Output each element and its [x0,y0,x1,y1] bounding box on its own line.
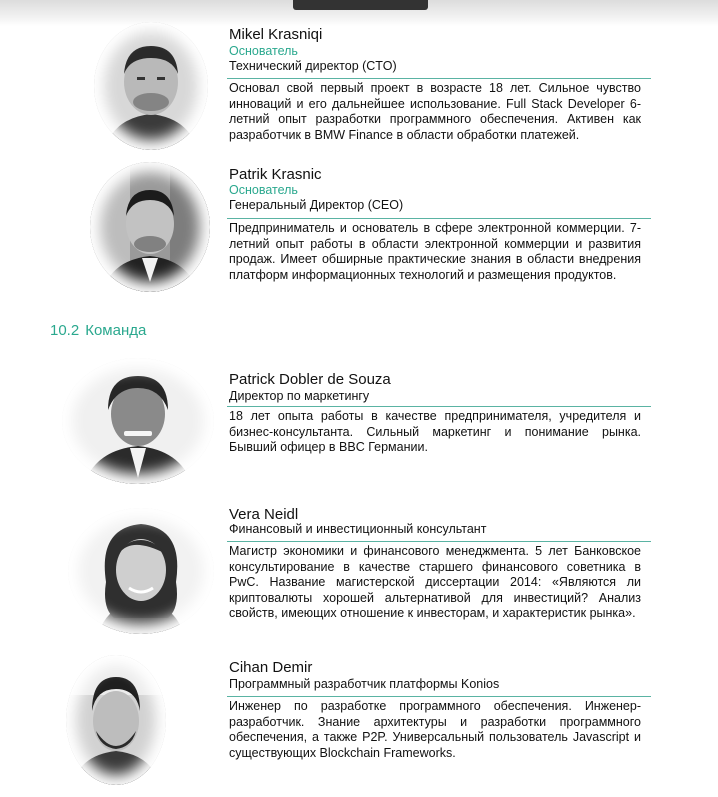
person-title: Финансовый и инвестиционный консультант [229,522,487,536]
person-description: 18 лет опыта работы в качестве предпринимателя, учредителя и бизнес-консультанта. Сильный маркетинг и понимание рынка. Бывший офицер в BBC Германии. [229,409,641,454]
section-heading [50,322,146,339]
person-title: Генеральный Директор (CEO) [229,198,404,212]
person-title: Программный разработчик платформы Konios [229,677,500,691]
person-description: Магистр экономики и финансового менеджмента. 5 лет Банковское консультирование в качестве старшего финансового советника в PwC. Название магистерской диссертации 2014: «Являются ли криптовалюты хорошей альтернативой для инвестиций? Анализ свойств, имеющих отношение к инвесторам, и характеристик рынка». [229,544,641,620]
person-description: Основал свой первый проект в возрасте 18 лет. Сильное чувство инноваций и его дальнейшее использование. Full Stack Developer 6-летний опыт разработки программного обеспечения. Активен как разработчик в BMW Finance в области обработки платежей. [229,81,641,142]
person-title: Директор по маркетингу [229,389,370,403]
avatar-cihan-demir [66,655,166,785]
person-portrait-icon [94,22,208,150]
divider-rule [227,406,651,407]
person-name: Cihan Demir [229,659,313,676]
divider-rule [227,541,651,542]
person-description: Инженер по разработке программного обеспечения. Инженер-разработчик. Знание архитектуры и разработки программного обеспечения, а также P2P. Универсальный пользователь Javascript и существующих Blockchain Frameworks. [229,699,641,760]
viewer-tab[interactable] [293,0,428,10]
section-title: Команда [85,322,147,339]
divider-rule [227,78,651,79]
avatar-mikel-krasniqi [94,22,208,150]
avatar-patrick-dobler-de-souza [62,358,214,484]
avatar-patrik-krasnic [90,162,210,292]
viewer-top-bar [0,0,718,26]
avatar-vera-neidl [68,508,214,634]
person-name: Mikel Krasniqi [229,26,323,43]
section-number: 10.2 [50,322,80,339]
divider-rule [227,696,651,697]
person-title: Технический директор (CTO) [229,59,397,73]
person-portrait-icon [68,508,214,634]
divider-rule [227,218,651,219]
person-name: Patrick Dobler de Souza [229,371,391,388]
person-name: Patrik Krasnic [229,166,322,183]
person-portrait-icon [66,655,166,785]
person-portrait-icon [90,162,210,292]
person-role: Основатель [229,183,298,197]
person-role: Основатель [229,44,298,58]
person-name: Vera Neidl [229,506,299,523]
person-portrait-icon [62,358,214,484]
person-description: Предприниматель и основатель в сфере электронной коммерции. 7-летний опыт работы в области электронной коммерции и развития продаж. Имеет обширные практические знания в области внедрения платформ информационных технологий и размещения продуктов. [229,221,641,282]
